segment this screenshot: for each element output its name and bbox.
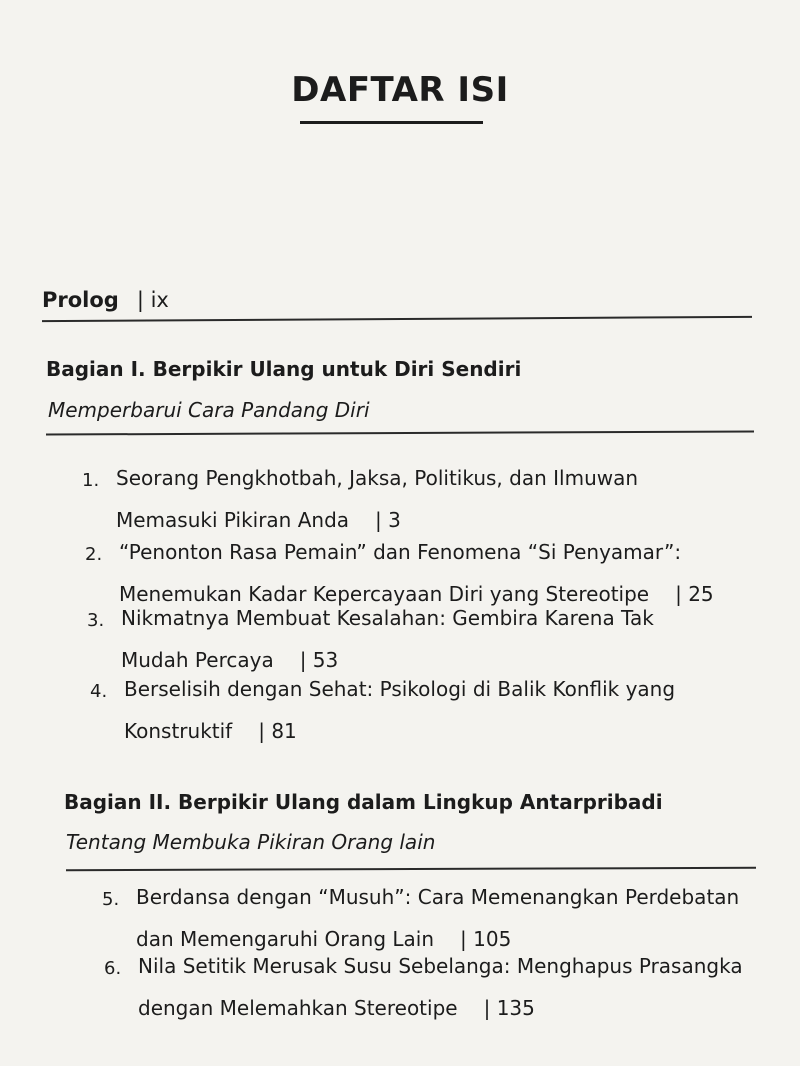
- entry-title-line2: Konstruktif | 81: [124, 719, 297, 743]
- page-title: DAFTAR ISI: [291, 70, 509, 110]
- entry-title-line2: dengan Melemahkan Stereotipe | 135: [138, 996, 535, 1020]
- entry-title-line1: Berselisih dengan Sehat: Psikologi di Balik Konflik yang: [124, 677, 676, 701]
- entry-title-line1: Nila Setitik Merusak Susu Sebelanga: Menghapus Prasangka: [138, 954, 743, 978]
- entry-number: 3.: [87, 610, 105, 631]
- part-2-title: Bagian II. Berpikir Ulang dalam Lingkup Antarpribadi: [64, 790, 663, 814]
- part-1-title: Bagian I. Berpikir Ulang untuk Diri Sendiri: [46, 357, 522, 381]
- entry-page: | 25: [675, 582, 714, 606]
- entry-title-line2: Mudah Percaya | 53: [121, 648, 339, 672]
- part-2-rule: [66, 867, 756, 871]
- prolog-label: Prolog: [42, 288, 119, 312]
- entry-number: 6.: [104, 958, 122, 979]
- entry-page: | 105: [460, 927, 512, 951]
- entry-page: | 81: [258, 719, 297, 743]
- entry-title-line1: Seorang Pengkhotbah, Jaksa, Politikus, dan Ilmuwan: [116, 466, 639, 490]
- entry-number: 2.: [85, 544, 103, 565]
- entry-number: 5.: [102, 889, 120, 910]
- entry-title-line2: Menemukan Kadar Kepercayaan Diri yang Stereotipe | 25: [119, 582, 714, 606]
- entry-title-line1: Berdansa dengan “Musuh”: Cara Memenangkan Perdebatan: [136, 885, 740, 909]
- prolog-rule: [42, 316, 752, 322]
- entry-page: | 135: [483, 996, 535, 1020]
- part-1-subtitle: Memperbarui Cara Pandang Diri: [48, 398, 370, 422]
- prolog-page: | ix: [136, 288, 169, 312]
- entry-number: 4.: [90, 681, 108, 702]
- entry-number: 1.: [82, 470, 100, 491]
- entry-page: | 53: [299, 648, 339, 672]
- entry-title-line1: “Penonton Rasa Pemain” dan Fenomena “Si Penyamar”:: [119, 540, 682, 564]
- entry-title-line2: Memasuki Pikiran Anda | 3: [116, 508, 401, 532]
- part-1-rule: [46, 430, 754, 435]
- entry-page: | 3: [375, 508, 401, 532]
- title-underline: [300, 121, 483, 124]
- prolog-entry: [42, 288, 169, 312]
- part-2-subtitle: Tentang Membuka Pikiran Orang lain: [66, 830, 436, 854]
- entry-title-line1: Nikmatnya Membuat Kesalahan: Gembira Karena Tak: [121, 606, 654, 630]
- entry-title-line2: dan Memengaruhi Orang Lain | 105: [136, 927, 512, 951]
